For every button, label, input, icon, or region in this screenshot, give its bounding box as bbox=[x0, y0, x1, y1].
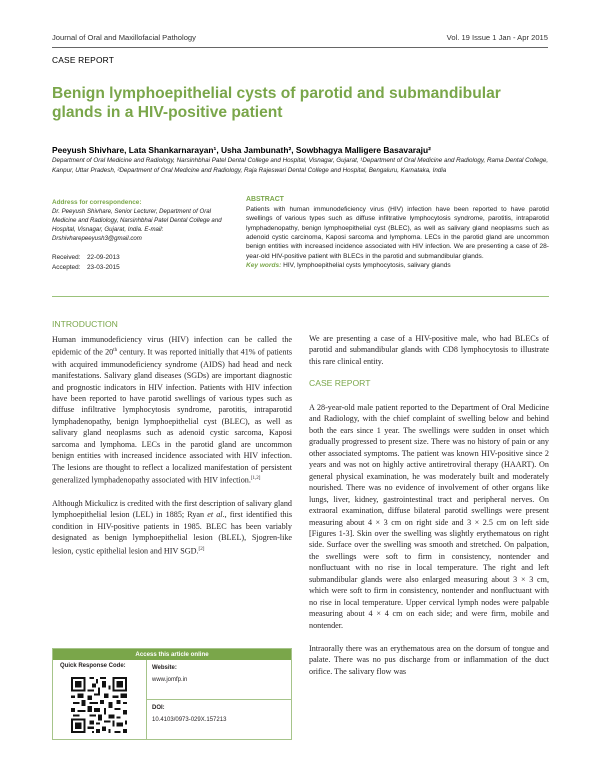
accepted-date: 23-03-2015 bbox=[87, 263, 120, 271]
access-info bbox=[147, 660, 291, 739]
dates-block bbox=[52, 253, 232, 273]
doi-label: DOI: bbox=[152, 705, 165, 711]
case-paragraph-2: Intraorally there was an erythematous area on the dorsum of tongue and palate. There was no pus discharge from or inflammation of the duct orifice. The salivary flow was bbox=[309, 643, 549, 676]
website-row bbox=[147, 660, 291, 700]
accepted-label: Accepted: bbox=[52, 263, 81, 271]
intro-paragraph-1: Human immunodeficiency virus (HIV) infection can be called the epidemic of the 20th century. It was reported initially that 41% of patients with acquired immunodeficiency syndrome (AIDS) had head and neck manifestations. Salivary gland diseases (SGDs) are important diagnostic and prognostic indicators in HIV infection. Patients with HIV infection have been reported to have parotid swellings of various types such as diffuse infiltrative lymphocytosis syndrome, parotitis, intraparotid lymphadenopathy, benign lymphoepithelial cyst (BLEC), as well as salivary gland neoplasms such as adenoid cystic sarcoma, Kaposi sarcoma and lymphoma. LECs in the parotid gland are uncommon benign entities with increased incidence associated with HIV infection. The lesions are thought to reflect a localized manifestation of persistent generalized lymphadenopathy associated with HIV infection.[1,2] bbox=[52, 335, 292, 485]
access-online-box bbox=[52, 648, 292, 740]
left-column bbox=[52, 334, 292, 569]
right-column bbox=[309, 333, 549, 379]
case-column bbox=[309, 402, 549, 689]
website-label: Website: bbox=[152, 665, 177, 671]
running-header bbox=[52, 33, 548, 47]
correspondence-block bbox=[52, 199, 232, 273]
intro-paragraph-3: We are presenting a case of a HIV-positive male, who had BLECs of parotid and submandibular glands with CD8 lymphocytosis to illustrate this rare clinical entity. bbox=[309, 334, 549, 366]
website-link[interactable]: www.jomfp.in bbox=[152, 677, 188, 683]
keywords-text: HIV, lymphoepithelial cysts lymphocytosis, salivary glands bbox=[283, 262, 451, 270]
qr-code-icon[interactable] bbox=[69, 675, 129, 735]
correspondence-label: Address for correspondence: bbox=[52, 199, 142, 206]
received-label: Received: bbox=[52, 253, 81, 261]
section-divider bbox=[52, 296, 549, 297]
intro-paragraph-2: Although Mickulicz is credited with the first description of salivary gland lymphoepithelial lesion (LEL) in 1885; Ryan et al., first identified this condition in HIV-positive patients in 1985. BLEC has been variably designated as benign lymphoepithelial lesion (BLEL), Sjogren-like lesion, cystic epithelial lesion and HIV SGD.[2] bbox=[52, 498, 292, 556]
keywords bbox=[246, 261, 549, 270]
journal-name: Journal of Oral and Maxillofacial Pathology bbox=[52, 33, 196, 42]
correspondence-text: Dr. Peeyush Shivhare, Senior Lecturer, Department of Oral Medicine and Radiology, Narsinhbhai Patel Dental College and Hospital, Visnagar, Gujarat, India. E-mail: Drshivharepeeyush3@gmail.com bbox=[52, 208, 222, 242]
received-date: 22-09-2013 bbox=[87, 253, 120, 261]
keywords-label: Key words: bbox=[246, 262, 282, 270]
article-title: Benign lymphoepithelial cysts of parotid and submandibular glands in a HIV-positive patient bbox=[52, 85, 501, 121]
author-list: Peeyush Shivhare, Lata Shankarnarayan¹, Usha Jambunath², Sowbhagya Malligere Basavaraju² bbox=[52, 145, 431, 155]
case-report-heading: CASE REPORT bbox=[309, 378, 371, 388]
issue-info: Vol. 19 Issue 1 Jan - Apr 2015 bbox=[446, 33, 548, 42]
affiliations: Department of Oral Medicine and Radiology, Narsinhbhai Patel Dental College and Hospital, Visnagar, Gujarat, ¹Department of Oral Medicine and Radiology, Rama Dental College, Kanpur, Uttar Pradesh, ²Department of Oral Medicine and Radiology, Raja Rajeswari Dental College and Hospital, Bengaluru, Karnataka, India bbox=[52, 157, 549, 175]
article-type: CASE REPORT bbox=[52, 55, 115, 65]
abstract-block bbox=[246, 196, 549, 270]
case-paragraph-1: A 28-year-old male patient reported to the Department of Oral Medicine and Radiology, with the chief complaint of swelling below and behind both the ears since 1 year. The swellings were sudden in onset which gradually progressed to present size. There was no history of pain or any other associated symptoms. The patient was known HIV-positive since 2 years and was not on highly active antiretroviral therapy (HAART). On general physical examination, he was moderately built and moderately nourished. There was no evidence of involvement of other organs like lungs, liver, kidney, gastrointestinal tract and peripheral nerves. On extraoral examination, diffuse bilateral parotid swellings were present measuring about 4 × 3 cm on right side and 3 × 2.5 cm on left side [Figures 1-3]. Skin over the swelling was slightly erythematous on right side. Surface over the swelling was smooth and stretched. On palpation, the swellings were soft to firm in consistency, nontender and nonfluctuant with no rise in local temperature. The right and left submandibular glands were also enlarged measuring about 3 × 3 cm, which were soft to firm in consistency, nontender and nonfluctuant with no rise in local temperature. Upper cervical lymph nodes were palpable measuring about 4 × 4 cm on each side; and were firm, mobile and nontender. bbox=[309, 403, 549, 630]
doi-link[interactable]: 10.4103/0973-029X.157213 bbox=[152, 717, 227, 723]
abstract-label: ABSTRACT bbox=[246, 196, 284, 203]
introduction-heading: INTRODUCTION bbox=[52, 319, 118, 329]
abstract-text: Patients with human immunodeficiency virus (HIV) infection have been reported to have parotid swellings of various types such as diffuse infiltrative lymphocytosis syndrome, parotitis, intraparotid lymphadenopathy, benign lymphoepithelial cyst (BLEC), as well as salivary gland neoplasms such as adenoid cystic carcinoma, Kaposi sarcoma and lymphoma. LECs in the parotid gland are uncommon benign entities with increased incidence associated with HIV infection. We are presenting a case of 28-year-old HIV-positive patient with BLECs in the parotid and submandibular glands. bbox=[246, 206, 549, 260]
header-rule bbox=[52, 47, 548, 48]
qr-column bbox=[53, 660, 147, 739]
qr-label: Quick Response Code: bbox=[60, 663, 126, 669]
doi-row bbox=[147, 700, 291, 740]
access-bar: Access this article online bbox=[53, 649, 291, 660]
